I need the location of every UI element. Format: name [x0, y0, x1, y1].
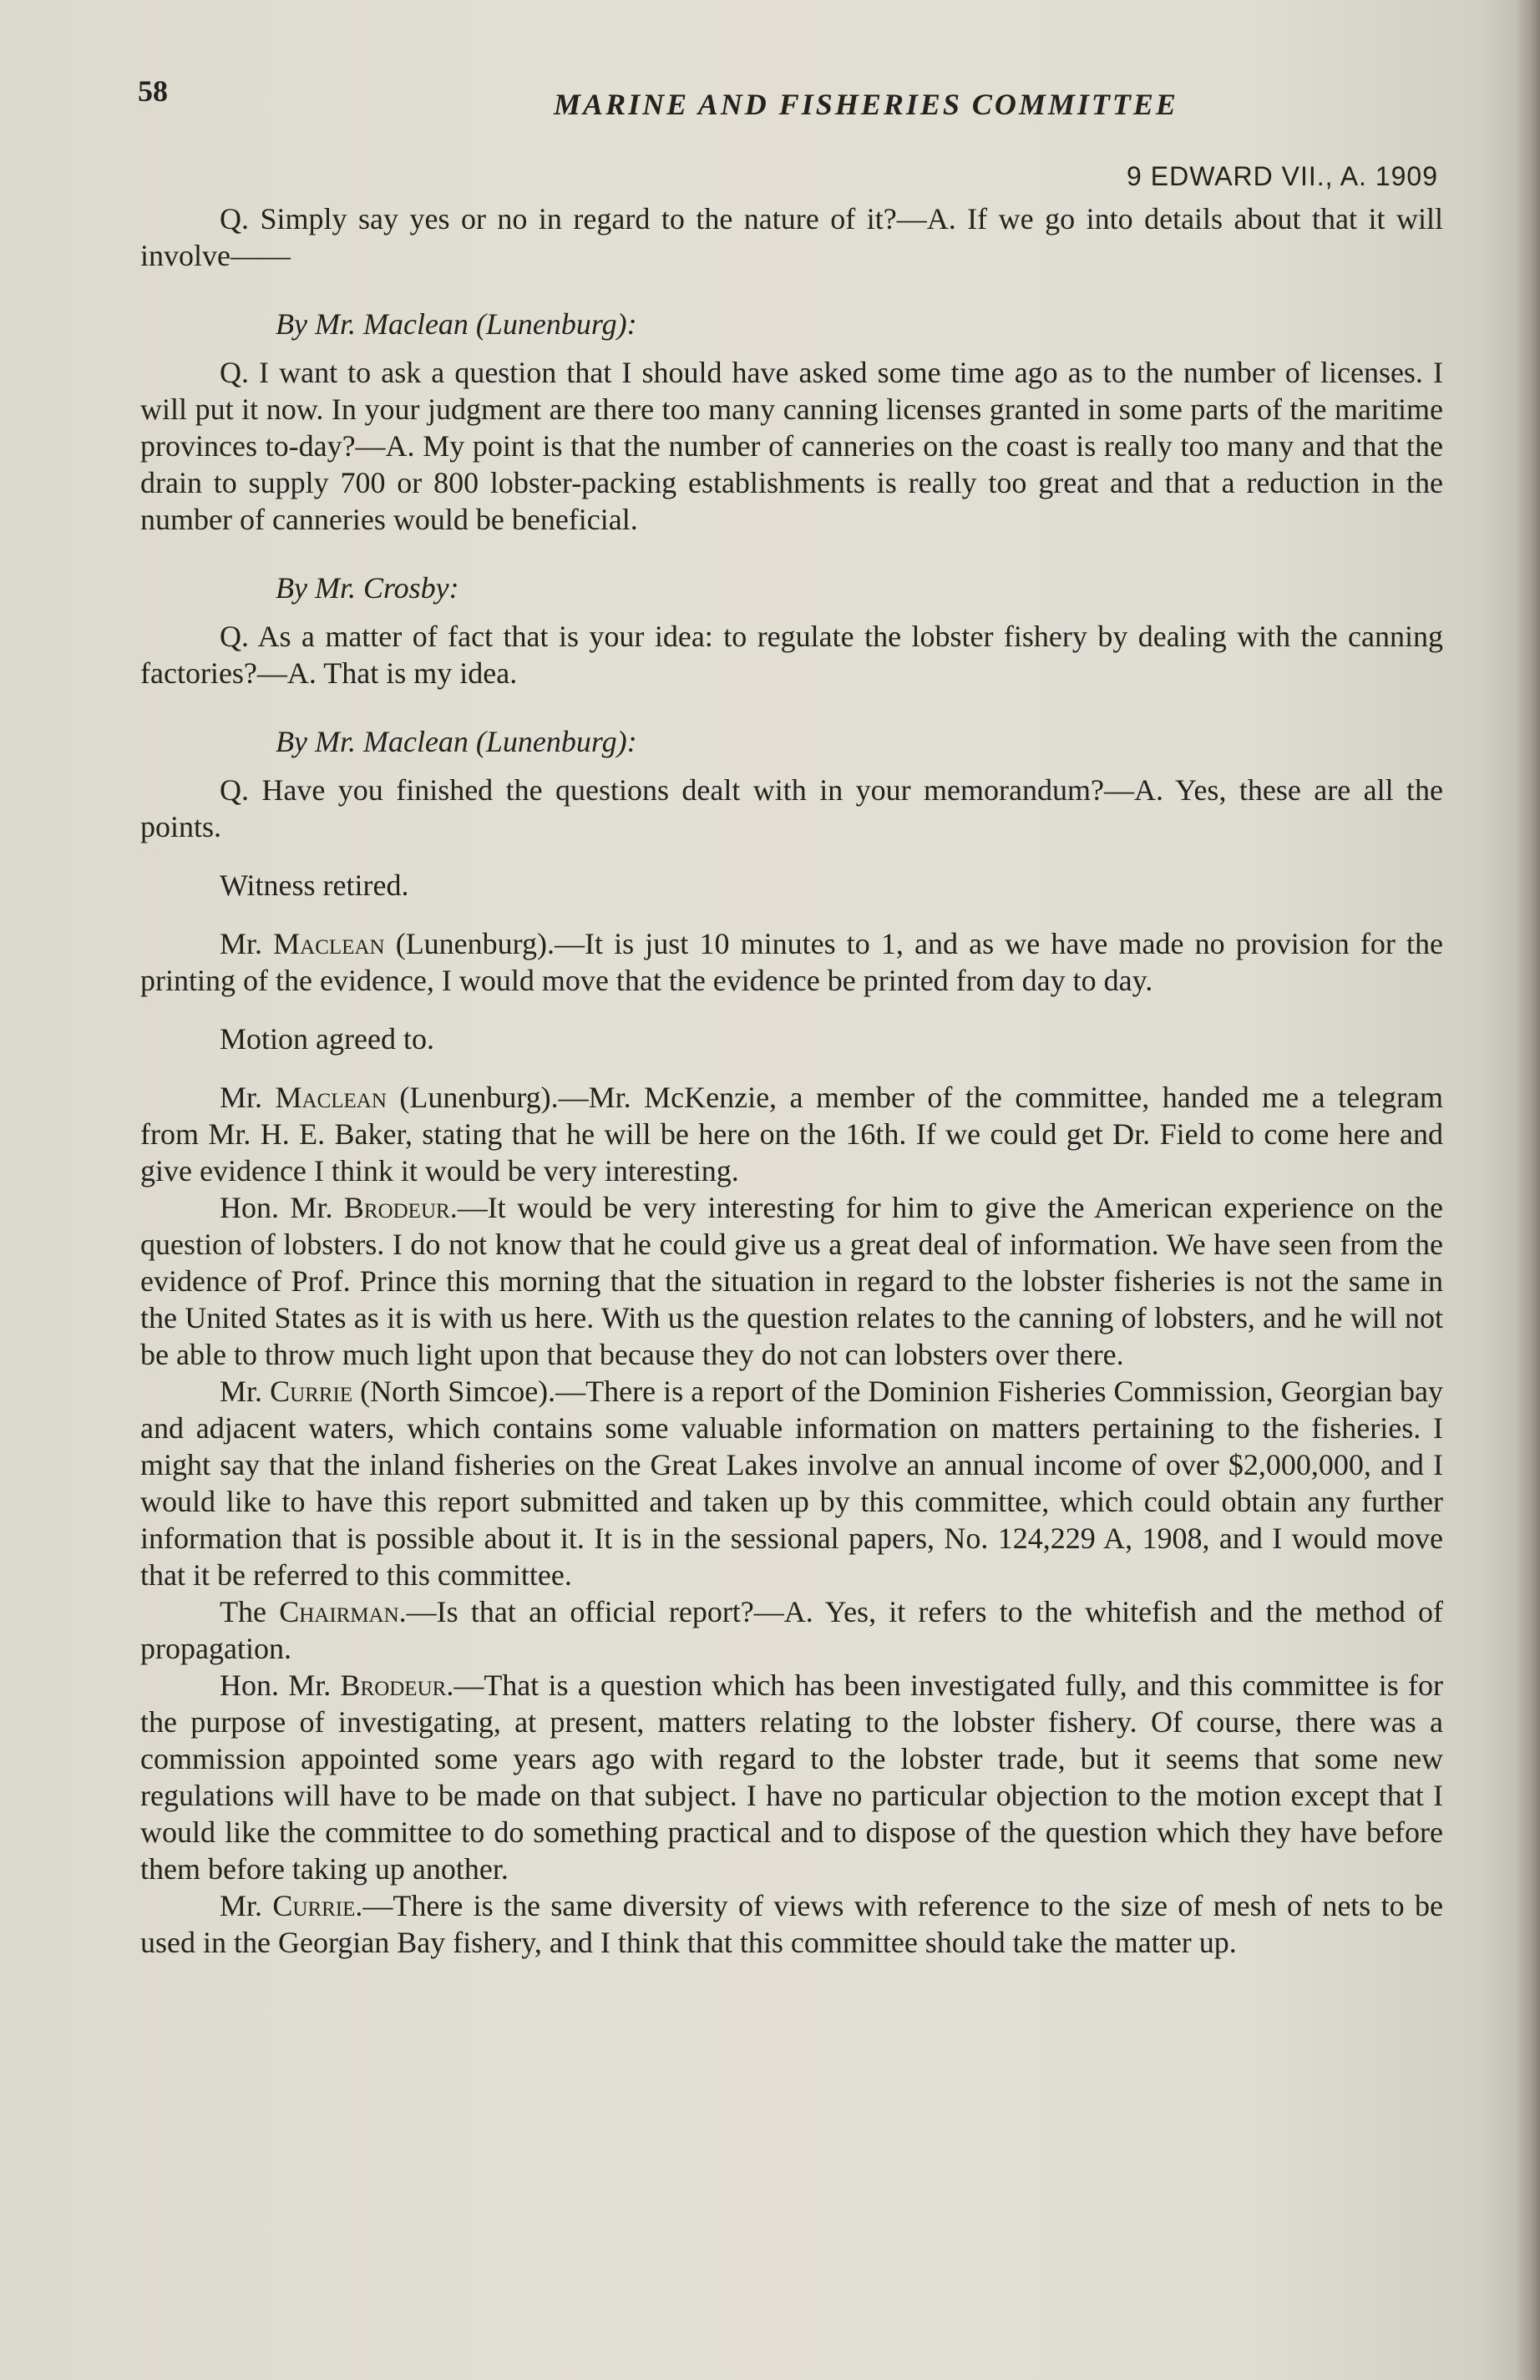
paragraph-motion-agreed: Motion agreed to.	[220, 1022, 434, 1056]
speaker-title: Mr.	[220, 1375, 271, 1408]
paragraph-chairman	[140, 1593, 1443, 1667]
speech-text: .—There is the same diversity of views with reference to the size of mesh of nets to be used in the Georgian Bay fishery, and I think that this committee should take the matter up.	[140, 1889, 1444, 1959]
paragraph-witness-retired: Witness retired.	[220, 868, 409, 902]
paragraph-question-2: Q. I want to ask a question that I should have asked some time ago as to the number of licenses. I will put it now. In your judgment are there too many canning licenses granted in some parts of the maritime provinces to-day?—A. My point is that the number of canneries on the coast is really too many and that the drain to supply 700 or 800 lobster-packing establishments is really too great and that a reduction in the number of canneries would be beneficial.	[140, 356, 1443, 536]
speaker-name: Maclean	[273, 927, 385, 960]
paragraph-currie-2	[140, 1887, 1443, 1961]
paragraph-maclean-2	[140, 1079, 1443, 1189]
speaker-name: Maclean	[275, 1081, 387, 1114]
speaker-name: Currie	[270, 1375, 353, 1408]
speech-text: .—It would be very interesting for him to give the American experience on the question of lobsters. I do not know that he could give us a great deal of information. We have seen from the evidence of Prof. Prince this morning that the situation in regard to the lobster fisheries is not the same in the United States as it is with us here. With us the question relates to the canning of lobsters, and he will not be able to throw much light upon that because they do not can lobsters over there.	[140, 1191, 1443, 1371]
paragraph-brodeur-1	[140, 1189, 1443, 1373]
speaker-title: Mr.	[220, 1889, 273, 1922]
paragraph-currie-1	[140, 1373, 1443, 1593]
paragraph-question-3: Q. As a matter of fact that is your idea: to regulate the lobster fishery by dealing with the canning factories?—A. That is my idea.	[140, 620, 1443, 690]
book-spine-shadow	[1515, 0, 1540, 2380]
paragraph-question-1: Q. Simply say yes or no in regard to the nature of it?—A. If we go into details about that it will involve——	[140, 202, 1443, 272]
speaker-name: Brodeur	[343, 1191, 450, 1224]
session-label: 9 EDWARD VII., A. 1909	[1127, 161, 1438, 191]
running-title: MARINE AND FISHERIES COMMITTEE	[554, 88, 1178, 121]
speech-text: (Lunenburg).—It is just 10 minutes to 1, and as we have made no provision for the printing of the evidence, I would move that the evidence be printed from day to day.	[140, 927, 1443, 997]
speaker-name: Brodeur	[340, 1669, 447, 1702]
speaker-title: Hon. Mr.	[220, 1669, 341, 1702]
speaker-title: Hon. Mr.	[220, 1191, 344, 1224]
speaker-name: Chairman	[279, 1595, 399, 1628]
speaker-name: Currie	[272, 1889, 356, 1922]
paragraph-question-4: Q. Have you finished the questions dealt with in your memorandum?—A. Yes, these are all the points.	[140, 773, 1443, 843]
paragraph-maclean-1	[140, 925, 1443, 999]
speech-text: (North Simcoe).—There is a report of the Dominion Fisheries Commission, Georgian bay and adjacent waters, which contains some valuable information on matters pertaining to the fisheries. I might say that the inland fisheries on the Great Lakes involve an annual income of over $2,000,000, and I would like to have this report submitted and taken up by this committee, which could obtain any further information that is possible about it. It is in the sessional papers, No. 124,229 A, 1908, and I would move that it be referred to this committee.	[140, 1375, 1443, 1592]
speech-text: (Lunenburg).—Mr. McKenzie, a member of the committee, handed me a telegram from Mr. H. E. Baker, stating that he will be here on the 16th. If we could get Dr. Field to come here and give evidence I think it would be very interesting.	[140, 1081, 1444, 1187]
body-text	[140, 200, 1443, 1961]
speech-text: .—Is that an official report?—A. Yes, it refers to the whitefish and the method of propagation.	[140, 1595, 1443, 1665]
speech-text: .—That is a question which has been investigated fully, and this committee is for the purpose of investigating, at present, matters relating to the lobster fishery. Of course, there was a commission appointed some years ago with regard to the lobster trade, but it seems that some new regulations will have to be made on that subject. I have no particular objection to the motion except that I would like the committee to do something practical and to dispose of the question which they have before them before taking up another.	[140, 1669, 1443, 1886]
speaker-title: Mr.	[220, 927, 274, 960]
speaker-title: The	[220, 1595, 280, 1628]
paragraph-brodeur-2	[140, 1667, 1443, 1887]
examiner-heading-1: By Mr. Maclean (Lunenburg):	[276, 307, 637, 341]
speaker-title: Mr.	[220, 1081, 276, 1114]
examiner-heading-3: By Mr. Maclean (Lunenburg):	[276, 725, 637, 758]
page-number: 58	[138, 74, 168, 108]
examiner-heading-2: By Mr. Crosby:	[276, 571, 459, 605]
